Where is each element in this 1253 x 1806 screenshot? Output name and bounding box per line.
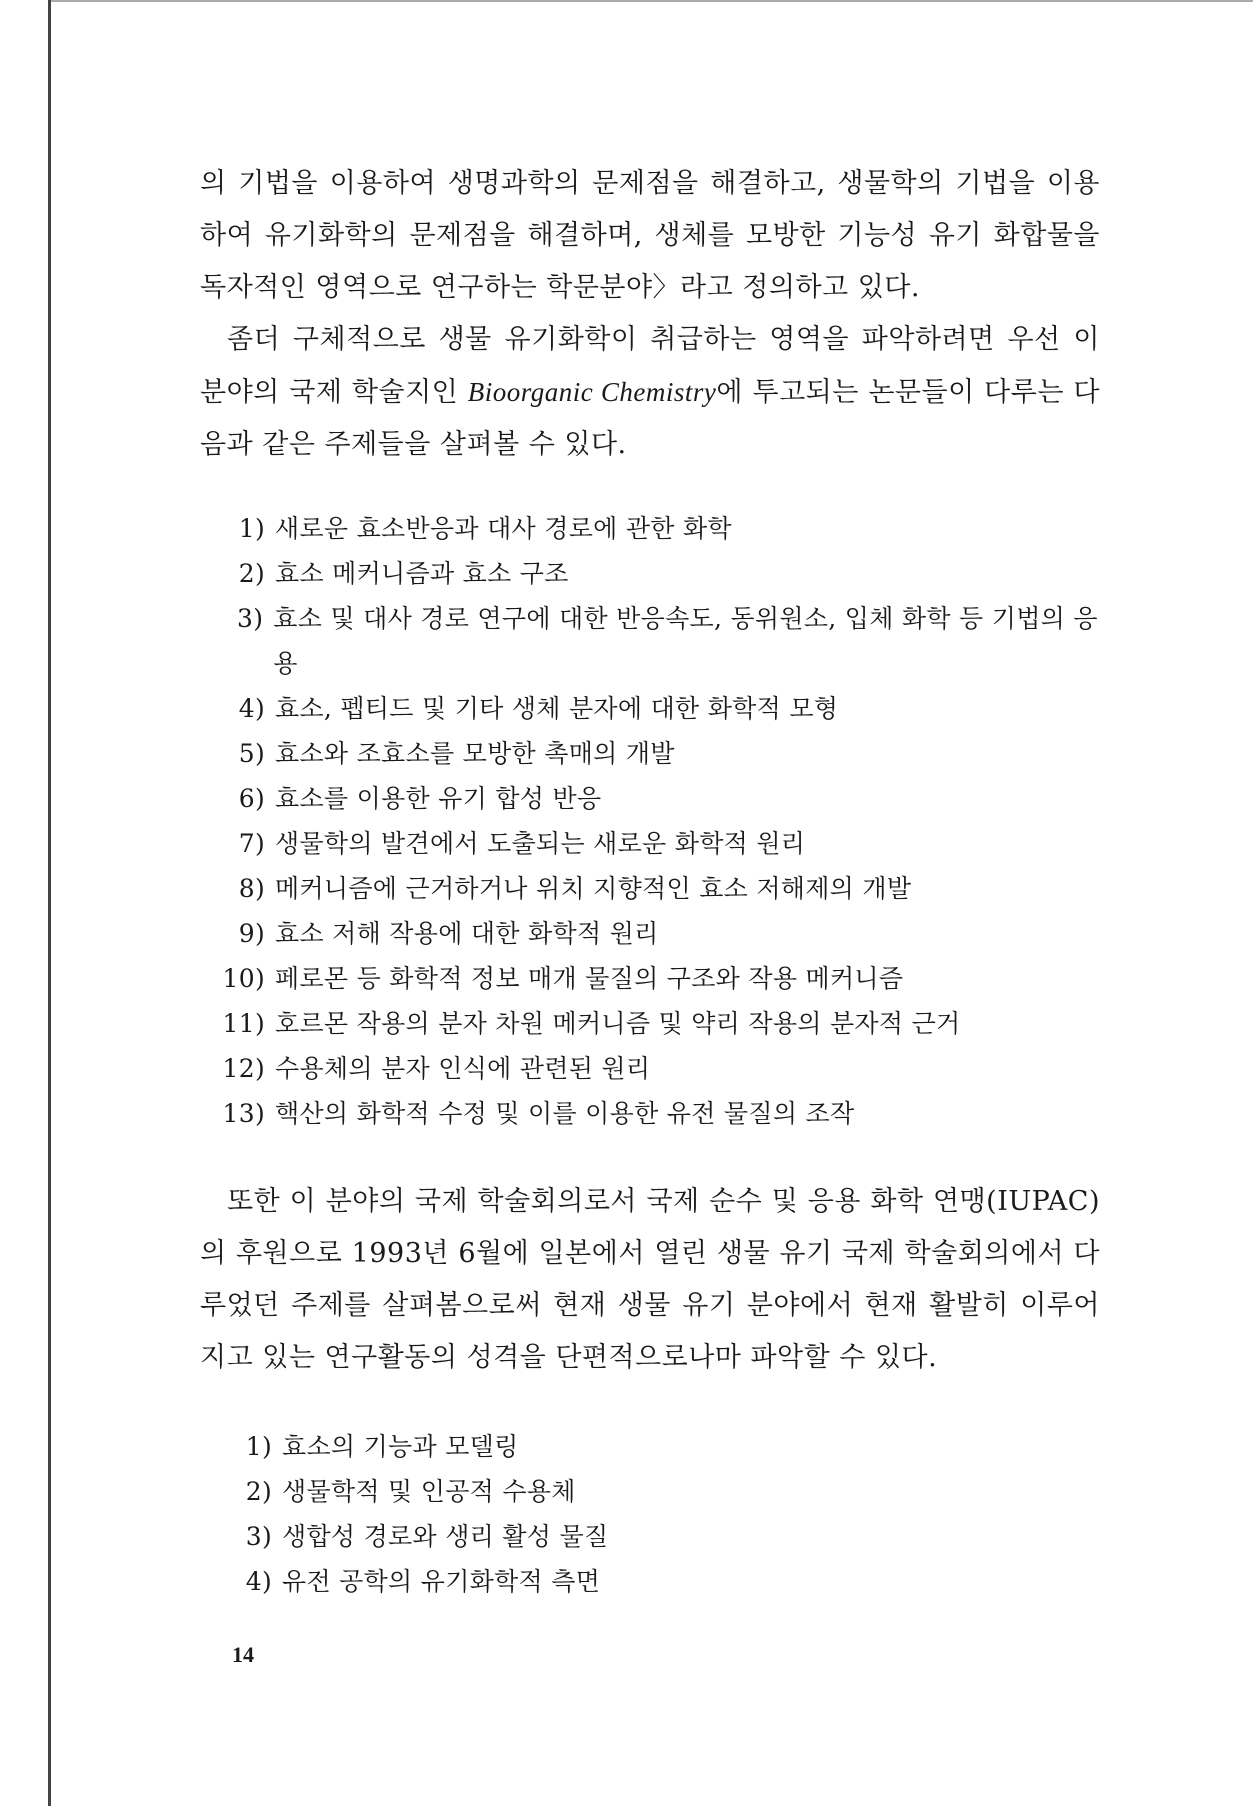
page-number: 14 (232, 1642, 254, 1667)
list-item-text: 수용체의 분자 인식에 관련된 원리 (275, 1054, 651, 1083)
paragraph-definition: 의 기법을 이용하여 생명과학의 문제점을 해결하고, 생물학의 기법을 이용하여 유기화학의 문제점을 해결하며, 생체를 모방한 기능성 유기 화합물을 독자적인 영역으로 연구하는 학문분야〉라고 정의하고 있다. (200, 168, 1100, 303)
list-item (200, 506, 1100, 551)
list-item-text: 생합성 경로와 생리 활성 물질 (282, 1522, 609, 1551)
list-item-text: 효소, 펩티드 및 기타 생체 분자에 대한 화학적 모형 (275, 694, 839, 723)
list-item (200, 1469, 1100, 1514)
list-item-number: 10) (222, 964, 265, 993)
list-item-number: 9) (238, 919, 265, 948)
list-item-text: 생물학의 발견에서 도출되는 새로운 화학적 원리 (275, 829, 806, 858)
list-item (200, 596, 1100, 686)
page-content (200, 158, 1100, 1604)
list-item-number: 8) (238, 874, 265, 903)
list-item-text: 효소 및 대사 경로 연구에 대한 반응속도, 동위원소, 입체 화학 등 기법의 응용 (273, 604, 1098, 678)
paragraph-journal-intro (200, 314, 1100, 471)
paragraph-journal-intro-after: 에 투고되는 논문들이 다루는 다음과 같은 주제들을 살펴볼 수 있다. (200, 377, 1100, 460)
list-item-text: 효소 저해 작용에 대한 화학적 원리 (275, 919, 659, 948)
list-item-text: 페로몬 등 화학적 정보 매개 물질의 구조와 작용 메커니즘 (275, 964, 904, 993)
list-item-number: 5) (238, 739, 265, 768)
list-item-text: 효소와 조효소를 모방한 촉매의 개발 (275, 739, 675, 768)
paragraph-journal-intro-before: 좀더 구체적으로 생물 유기화학이 취급하는 영역을 파악하려면 우선 이 분야의 국제 학술지인 (200, 324, 1100, 408)
list-item-number: 2) (238, 559, 265, 588)
list-item-number: 4) (238, 694, 265, 723)
list-item-text: 메커니즘에 근거하거나 위치 지향적인 효소 저해제의 개발 (275, 874, 912, 903)
page-top-border (48, 0, 1253, 2)
list-item-text: 유전 공학의 유기화학적 측면 (282, 1567, 601, 1596)
list-item (200, 1001, 1100, 1046)
list-item (200, 1559, 1100, 1604)
list-item-text: 효소 메커니즘과 효소 구조 (275, 559, 569, 588)
list-item-number: 1) (245, 1432, 272, 1461)
list-item-text: 핵산의 화학적 수정 및 이를 이용한 유전 물질의 조작 (275, 1099, 855, 1128)
list-item-number: 6) (238, 784, 265, 813)
list-item-number: 2) (245, 1477, 272, 1506)
list-item-number: 4) (245, 1567, 272, 1596)
page-left-border (48, 0, 51, 1806)
list-item-text: 효소를 이용한 유기 합성 반응 (275, 784, 602, 813)
list-item-text: 효소의 기능과 모델링 (282, 1432, 519, 1461)
list-item-number: 3) (237, 604, 264, 633)
list-item-text: 호르몬 작용의 분자 차원 메커니즘 및 약리 작용의 분자적 근거 (275, 1009, 961, 1038)
list-item-text: 생물학적 및 인공적 수용체 (282, 1477, 576, 1506)
conference-topics-list (200, 1424, 1100, 1604)
list-item (200, 686, 1100, 731)
list-item-number: 12) (222, 1054, 265, 1083)
list-item (200, 1091, 1100, 1136)
list-item-number: 1) (238, 514, 265, 543)
list-item (200, 821, 1100, 866)
list-item (200, 911, 1100, 956)
journal-topics-list (200, 506, 1100, 1136)
list-item-number: 13) (222, 1099, 265, 1128)
journal-title: Bioorganic Chemistry (467, 377, 717, 407)
list-item (200, 1046, 1100, 1091)
list-item-number: 3) (245, 1522, 272, 1551)
list-item-number: 7) (238, 829, 265, 858)
list-item (200, 1514, 1100, 1559)
list-item-number: 11) (222, 1009, 265, 1038)
list-item (200, 866, 1100, 911)
list-item-text: 새로운 효소반응과 대사 경로에 관한 화학 (275, 514, 732, 543)
list-item (200, 551, 1100, 596)
list-item (200, 776, 1100, 821)
paragraph-iupac: 또한 이 분야의 국제 학술회의로서 국제 순수 및 응용 화학 연맹(IUPAC)의 후원으로 1993년 6월에 일본에서 열린 생물 유기 국제 학술회의에서 다루었던 주제를 살펴봄으로써 현재 생물 유기 분야에서 현재 활발히 이루어지고 있는 연구활동의 성격을 단편적으로나마 파악할 수 있다. (200, 1186, 1100, 1373)
list-item (200, 956, 1100, 1001)
list-item (200, 731, 1100, 776)
list-item (200, 1424, 1100, 1469)
